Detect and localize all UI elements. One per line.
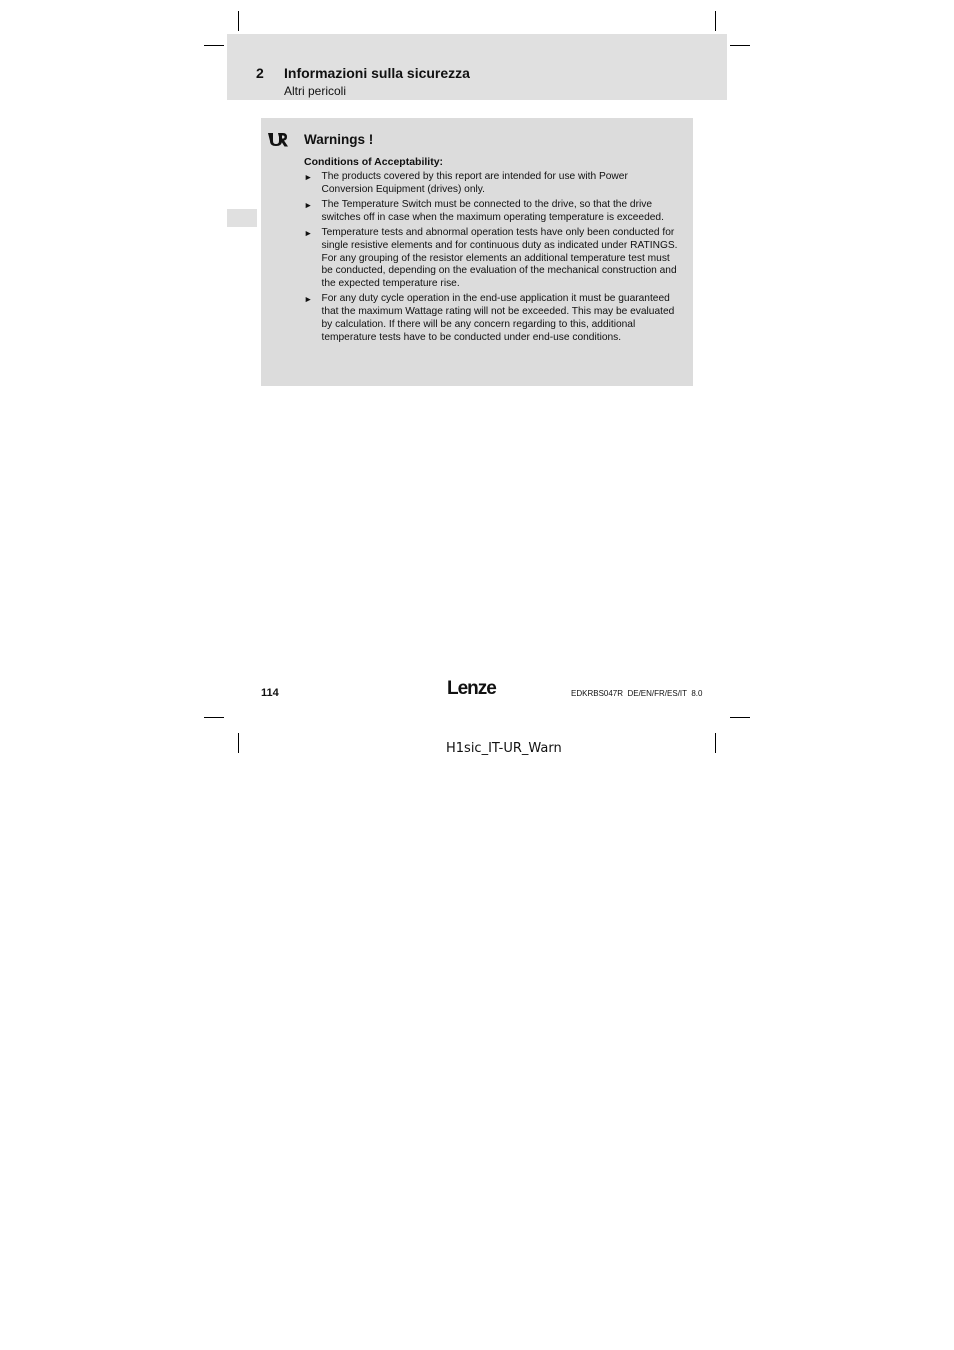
bullet-arrow-icon: ► [304,199,313,210]
bullet-arrow-icon: ► [304,227,313,238]
list-item [304,199,682,225]
bullet-arrow-icon: ► [304,172,313,182]
crop-mark [204,45,224,46]
list-item [304,171,682,197]
ur-certification-icon [267,131,289,147]
crop-mark [715,733,716,753]
page-number: 114 [261,687,279,699]
crop-mark [238,11,239,31]
file-label: H1sic_IT-UR_Warn [446,741,562,756]
crop-mark [730,45,750,46]
conditions-title: Conditions of Acceptability: [304,156,444,168]
chapter-number: 2 [256,65,264,81]
list-item-text: The Temperature Switch must be connected to the drive, so that the drive switches off in case when the maximum operating temperature is exceeded. [321,198,664,223]
list-item-text: Temperature tests and abnormal operation tests have only been conducted for single resistive elements and for continuous duty as indicated under RATINGS. For any grouping of the resistor elements an additional temperature test must be conducted, depending on the evaluation of the mechanical construction and the expected temperature rise. [321,226,678,290]
list-item [304,227,682,291]
section-subtitle: Altri pericoli [284,84,347,98]
conditions-list [304,171,682,347]
crop-mark [238,733,239,753]
list-item [304,293,682,344]
side-tab-marker [227,209,257,227]
chapter-title: Informazioni sulla sicurezza [284,65,470,81]
list-item-text: For any duty cycle operation in the end-use application it must be guaranteed that the maximum Wattage rating will not be exceeded. This may be evaluated by calculation. If there will be any concern regarding to this, additional temperature tests have to be conducted under end-use conditions. [321,293,675,343]
crop-mark [204,717,224,718]
list-item-text: The products covered by this report are intended for use with Power Conversion Equipment (drives) only. [321,171,628,195]
crop-mark [730,717,750,718]
doc-reference: EDKRBS047R DE/EN/FR/ES/IT 8.0 [571,689,703,698]
lenze-logo: Lenze [447,678,496,699]
bullet-arrow-icon: ► [304,294,313,305]
crop-mark [715,11,716,31]
warning-title: Warnings ! [304,132,374,147]
